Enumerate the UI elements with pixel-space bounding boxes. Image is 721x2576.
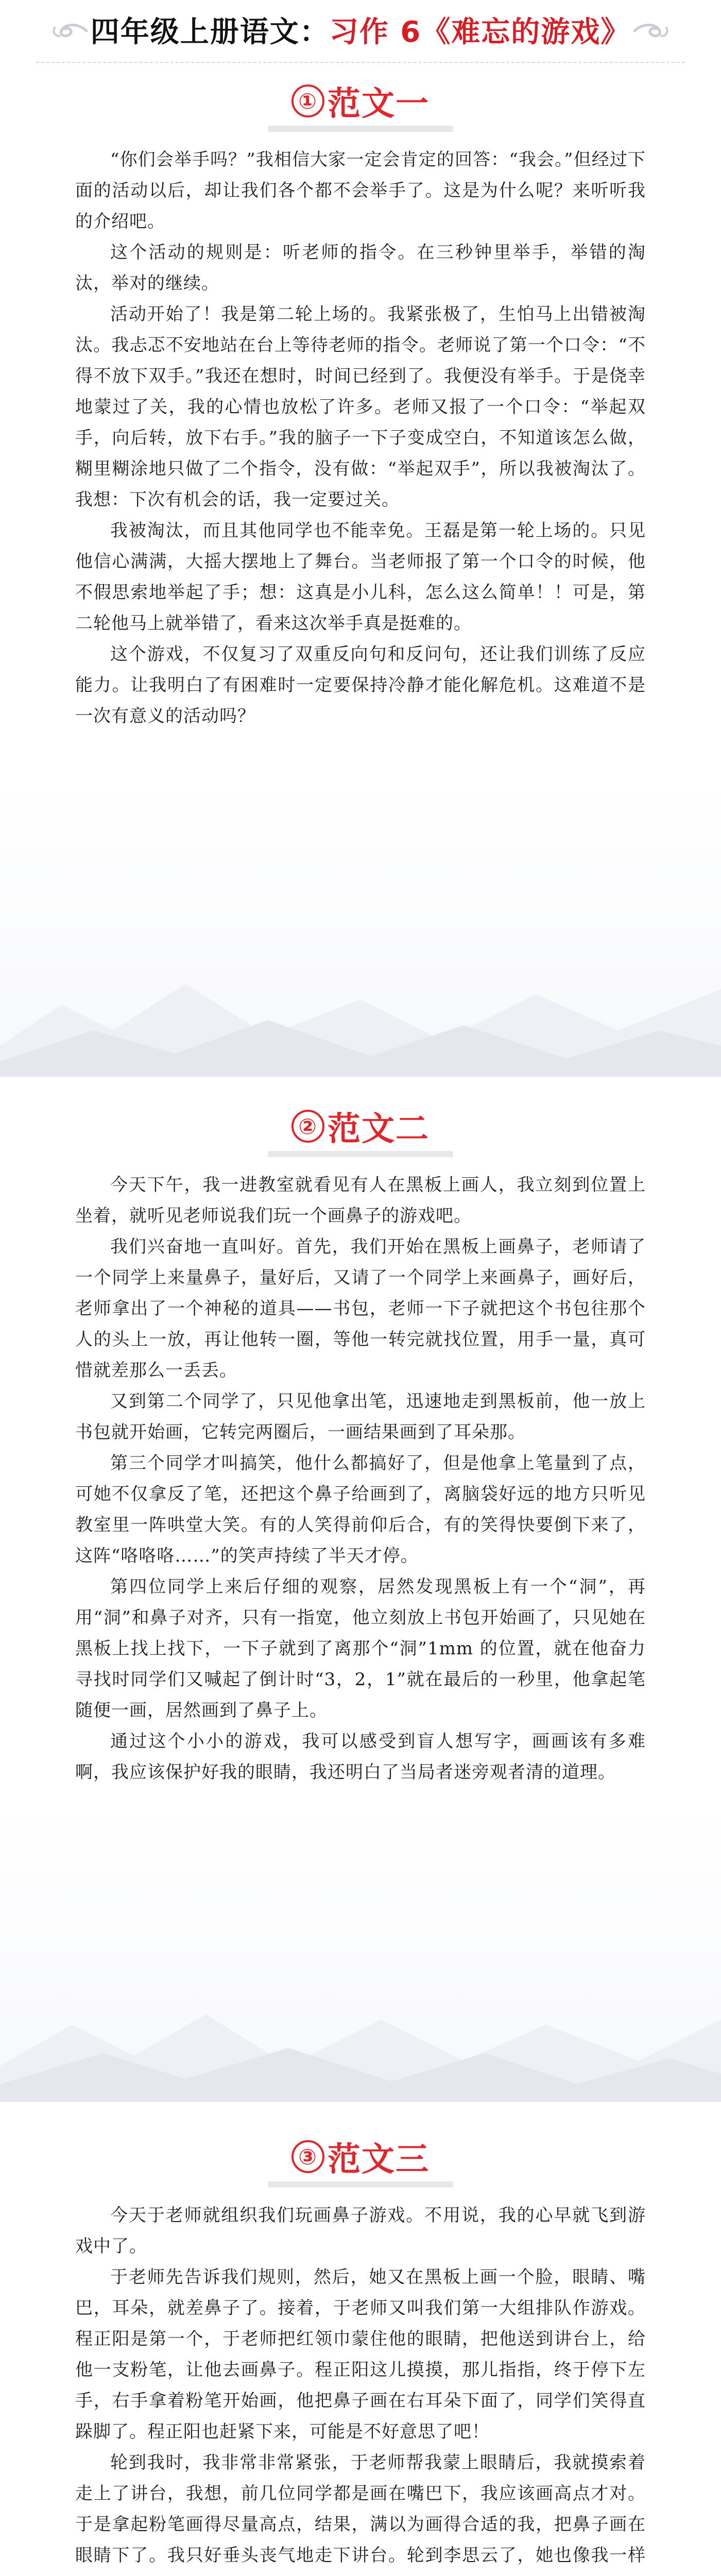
section-heading-text: 范文二: [328, 1110, 430, 1148]
section-number-badge: ①: [291, 84, 324, 117]
essay-paragraph: 活动开始了！我是第二轮上场的。我紧张极了，生怕马上出错被淘汰。我忐忑不安地站在台上等待老师的指令。老师说了第一个口令：“不得不放下双手。”我还在想时，时间已经到了。我便没有举手。于是侥幸地蒙过了关，我的心情也放松了许多。老师又报了一个口令：“举起双手，向后转，放下右手。”我的脑子一下子变成空白，不知道该怎么做，糊里糊涂地只做了二个指令，没有做：“举起双手”，所以我被淘汰了。我想：下次有机会的话，我一定要过关。: [75, 304, 646, 510]
essay-section-3: [0, 2123, 721, 2576]
section-heading: [0, 77, 721, 132]
section-number-badge: ③: [291, 2140, 324, 2173]
essay-body: [75, 1170, 646, 1788]
essay-paragraph: 我们兴奋地一直叫好。首先，我们开始在黑板上画鼻子，老师请了一个同学上来量鼻子，量好后，又请了一个同学上来画鼻子，画好后，老师拿出了一个神秘的道具——书包，老师一下子就把这个书包往那个人的头上一放，再让他转一圈，等他一转完就找位置，用手一量，真可惜就差那么一丢丢。: [75, 1236, 646, 1381]
essay-paragraph: 第四位同学上来后仔细的观察，居然发现黑板上有一个“洞”，再用“洞”和鼻子对齐，只有一指宽，他立刻放上书包开始画了，只见她在黑板上找上找下，一下子就到了离那个“洞”1mm 的位置，就在他奋力寻找时同学们又喊起了倒计时“3，2，1”就在最后的一秒里，他拿起笔随便一画，居然画到了鼻子上。: [75, 1577, 646, 1721]
essay-paragraph: 于老师先告诉我们规则，然后，她又在黑板上画一个脸，眼睛、嘴巴，耳朵，就差鼻子了。接着，于老师又叫我们第一大组排队作游戏。程正阳是第一个，于老师把红领巾蒙住他的眼睛，把他送到讲台上，给他一支粉笔，让他去画鼻子。程正阳这儿摸摸，那儿指指，终于停下左手，右手拿着粉笔开始画，他把鼻子画在右耳朵下面了，同学们笑得直跺脚了。程正阳也赶紧下来，可能是不好意思了吧！: [75, 2267, 646, 2442]
section-heading-text: 范文一: [328, 85, 430, 123]
heading-underline: [268, 2181, 453, 2188]
essay-paragraph: 又到第二个同学了，只见他拿出笔，迅速地走到黑板前，他一放上书包就开始画，它转完两圈后，一画结果画到了耳朵那。: [75, 1391, 646, 1443]
essay-paragraph: 轮到我时，我非常非常紧张，于老师帮我蒙上眼睛后，我就摸索着走上了讲台，我想，前几位同学都是画在嘴巴下，我应该画高点才对。于是拿起粉笔画得尽量高点，结果，满以为画得合适的我，把鼻子画在眼睛下了。我只好垂头丧气地走下讲台。轮到李思云了，她也像我一样: [75, 2452, 646, 2566]
essay-paragraph: 我被淘汰，而且其他同学也不能幸免。王磊是第一轮上场的。只见他信心满满，大摇大摆地上了舞台。当老师报了第一个口令的时候，他不假思索地举起了手；想：这真是小儿科，怎么这么简单！！可是，第二轮他马上就举错了，看来这次举手真是挺难的。: [75, 520, 646, 634]
heading-underline: [268, 126, 453, 132]
essay-paragraph: 通过这个小小的游戏，我可以感受到盲人想写字，画画该有多难啊，我应该保护好我的眼睛，我还明白了当局者迷旁观者清的道理。: [75, 1731, 646, 1783]
essay-paragraph: 今天于老师就组织我们玩画鼻子游戏。不用说，我的心早就飞到游戏中了。: [75, 2205, 646, 2257]
page-title-main: 习作 6《难忘的游戏》: [329, 15, 631, 49]
essay-section-1: [0, 67, 721, 1077]
essay-section-2: [0, 1092, 721, 2102]
essay-paragraph: 今天下午，我一进教室就看见有人在黑板上画人，我立刻到位置上坐着，就听见老师说我们玩一个画鼻子的游戏吧。: [75, 1175, 646, 1226]
essay-paragraph: “你们会举手吗？”我相信大家一定会肯定的回答：“我会。”但经过下面的活动以后，却让我们各个都不会举手了。这是为什么呢？来听听我的介绍吧。: [75, 149, 646, 232]
ink-mountains-decoration: [0, 1968, 721, 2102]
section-number-badge: ②: [291, 1110, 324, 1143]
ink-mountains-decoration: [0, 943, 721, 1077]
essay-paragraph: 第三个同学才叫搞笑，他什么都搞好了，但是他拿上笔量到了点，可她不仅拿反了笔，还把这个鼻子给画到了，离脑袋好远的地方只听见教室里一阵哄堂大笑。有的人笑得前仰后合，有的笑得快要倒下来了，这阵“咯咯咯……”的笑声持续了半天才停。: [75, 1453, 646, 1566]
section-heading: [0, 2133, 721, 2188]
section-heading: [0, 1103, 721, 1157]
heading-underline: [268, 1151, 453, 1157]
essay-body: [75, 144, 646, 732]
page-title-prefix: 四年级上册语文：: [90, 15, 330, 49]
essay-body: [75, 2200, 646, 2576]
essay-paragraph: 这个游戏，不仅复习了双重反向句和反问句，还让我们训练了反应能力。让我明白了有困难时一定要保持冷静才能化解危机。这难道不是一次有意义的活动吗？: [75, 644, 646, 726]
brush-swirl-icon: [632, 21, 671, 41]
essay-paragraph: 这个活动的规则是：听老师的指令。在三秒钟里举手，举错的淘汰，举对的继续。: [75, 242, 646, 294]
page-title: [36, 9, 685, 50]
page-header: [36, 0, 685, 63]
section-heading-text: 范文三: [328, 2141, 430, 2179]
